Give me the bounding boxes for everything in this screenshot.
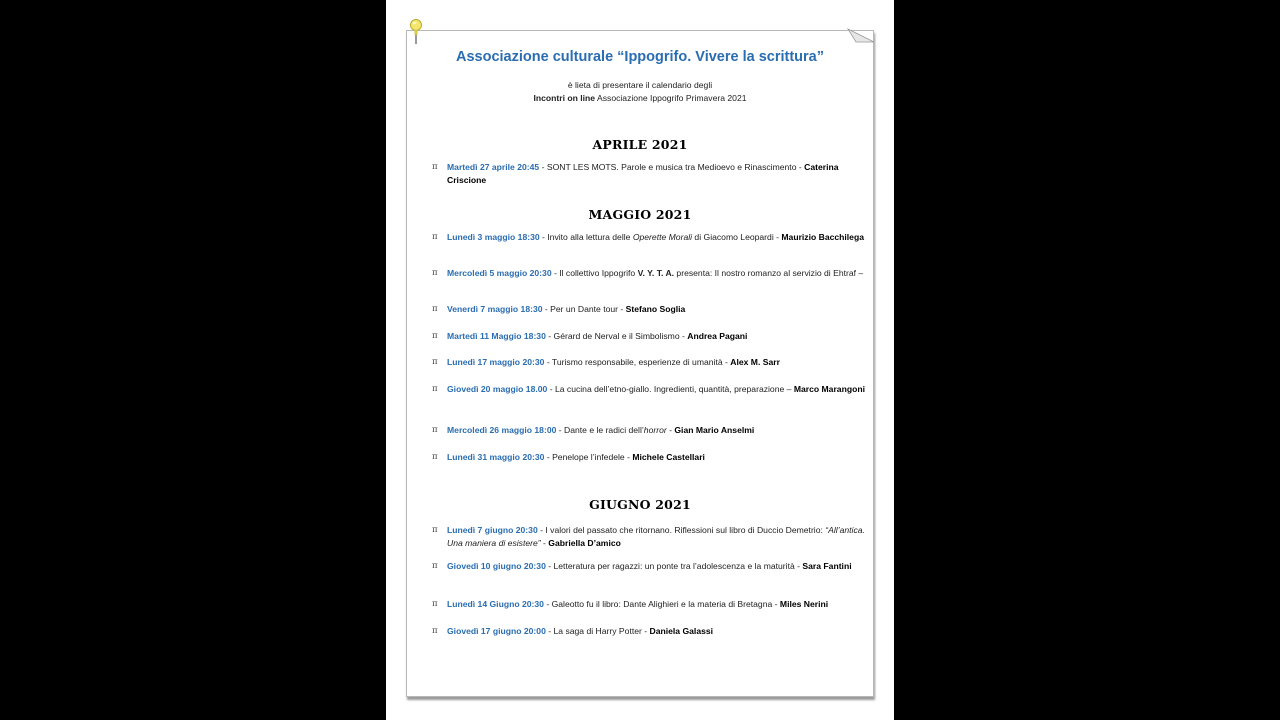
event-description: - Per un Dante tour - [542, 304, 626, 314]
event-text [447, 625, 865, 638]
section-heading-may: MAGGIO 2021 [588, 207, 692, 222]
event-description: - Dante e le radici dell’ [556, 425, 644, 435]
event-description: - SONT LES MOTS. Parole e musica tra Medioevo e Rinascimento - [539, 162, 805, 172]
event-date: Lunedì 14 Giugno 20:30 [447, 599, 544, 609]
event-speaker: Michele Castellari [632, 452, 705, 462]
event-description: - Turismo responsabile, esperienze di umanità - [544, 357, 731, 367]
pi-bullet-icon: π [432, 561, 438, 571]
event-date: Giovedì 17 giugno 20:00 [447, 626, 546, 636]
event-date: Martedì 11 Maggio 18:30 [447, 331, 546, 341]
event-text [447, 330, 865, 343]
intro-line: è lieta di presentare il calendario degli [567, 80, 713, 90]
pi-bullet-icon: π [432, 162, 438, 172]
event-text [447, 383, 865, 396]
event-speaker: Daniela Galassi [649, 626, 714, 636]
event-speaker: Alex M. Sarr [730, 357, 780, 367]
event-description: - I valori del passato che ritornano. Riflessioni sul libro di Duccio Demetrio: [537, 525, 826, 535]
event-date: Lunedì 3 maggio 18:30 [447, 232, 540, 242]
event-speaker: Caterina Criscione [447, 162, 839, 185]
event-description: - Invito alla lettura delle [539, 232, 633, 242]
pi-bullet-icon: π [432, 525, 438, 535]
event-date: Venerdì 7 maggio 18:30 [447, 304, 543, 314]
event-text [447, 451, 865, 464]
event-date: Martedì 27 aprile 20:45 [447, 162, 540, 172]
pushpin-icon [409, 18, 425, 46]
page-curl-corner [846, 28, 876, 48]
event-italic-title: Operette Morali [632, 232, 693, 242]
event-date: Lunedì 17 maggio 20:30 [447, 357, 545, 367]
event-speaker: Stefano Soglia [625, 304, 686, 314]
event-text [447, 598, 865, 611]
pi-bullet-icon: π [432, 232, 438, 242]
event-speaker: Gabriella D’amico [548, 538, 621, 548]
event-date: Mercoledì 26 maggio 18:00 [447, 425, 557, 435]
event-description: - Letteratura per ragazzi: un ponte tra l’adolescenza e la maturità - [545, 561, 803, 571]
event-text [447, 267, 865, 280]
event-text [447, 231, 865, 244]
pi-bullet-icon: π [432, 384, 438, 394]
event-text [447, 424, 865, 437]
event-description-cont: - [540, 538, 549, 548]
event-description-cont: di Giacomo Leopardi - [692, 232, 782, 242]
intro-rest-text: Associazione Ippogrifo Primavera 2021 [595, 93, 747, 103]
pi-bullet-icon: π [432, 452, 438, 462]
event-bold-text: V. Y. T. A. [637, 268, 675, 278]
event-speaker: Sara Fantini [802, 561, 852, 571]
section-heading-april: APRILE 2021 [592, 137, 688, 152]
intro-bold-text: Incontri on line [533, 93, 596, 103]
event-italic-title: “All’antica. Una maniera di esistere” [447, 525, 865, 548]
pi-bullet-icon: π [432, 626, 438, 636]
event-speaker: Marco Marangoni [793, 384, 865, 394]
pi-bullet-icon: π [432, 304, 438, 314]
event-date: Giovedì 20 maggio 18.00 [447, 384, 548, 394]
event-speaker: Miles Nerini [779, 599, 829, 609]
event-text [447, 303, 865, 316]
event-description: - La saga di Harry Potter - [545, 626, 650, 636]
event-date: Lunedì 7 giugno 20:30 [447, 525, 538, 535]
intro-subtitle [406, 93, 874, 103]
pi-bullet-icon: π [432, 357, 438, 367]
event-description: - Il collettivo Ippogrifo [551, 268, 638, 278]
section-heading-june: GIUGNO 2021 [589, 497, 691, 512]
pi-bullet-icon: π [432, 425, 438, 435]
event-date: Mercoledì 5 maggio 20:30 [447, 268, 552, 278]
event-description-cont: presenta: Il nostro romanzo al servizio di Ehtraf – [674, 268, 864, 278]
document-title: Associazione culturale “Ippogrifo. Vivere la scrittura” [456, 49, 824, 65]
event-text [447, 356, 865, 369]
event-speaker: Gian Mario Anselmi [674, 425, 755, 435]
event-speaker: Maurizio Bacchilega [781, 232, 864, 242]
event-text [447, 161, 865, 187]
event-text [447, 560, 865, 573]
event-description: - Gérard de Nerval e il Simbolismo - [545, 331, 688, 341]
event-text [447, 524, 865, 550]
event-description: - Galeotto fu il libro: Dante Alighieri e la materia di Bretagna - [543, 599, 780, 609]
event-description: - La cucina dell’etno-giallo. Ingredienti, quantità, preparazione – [547, 384, 794, 394]
event-description-cont: - [666, 425, 675, 435]
event-speaker: Andrea Pagani [687, 331, 748, 341]
event-date: Lunedì 31 maggio 20:30 [447, 452, 545, 462]
event-description: - Penelope l’infedele - [544, 452, 633, 462]
event-italic-title: horror [643, 425, 667, 435]
event-date: Giovedì 10 giugno 20:30 [447, 561, 546, 571]
pi-bullet-icon: π [432, 268, 438, 278]
pi-bullet-icon: π [432, 599, 438, 609]
pi-bullet-icon: π [432, 331, 438, 341]
